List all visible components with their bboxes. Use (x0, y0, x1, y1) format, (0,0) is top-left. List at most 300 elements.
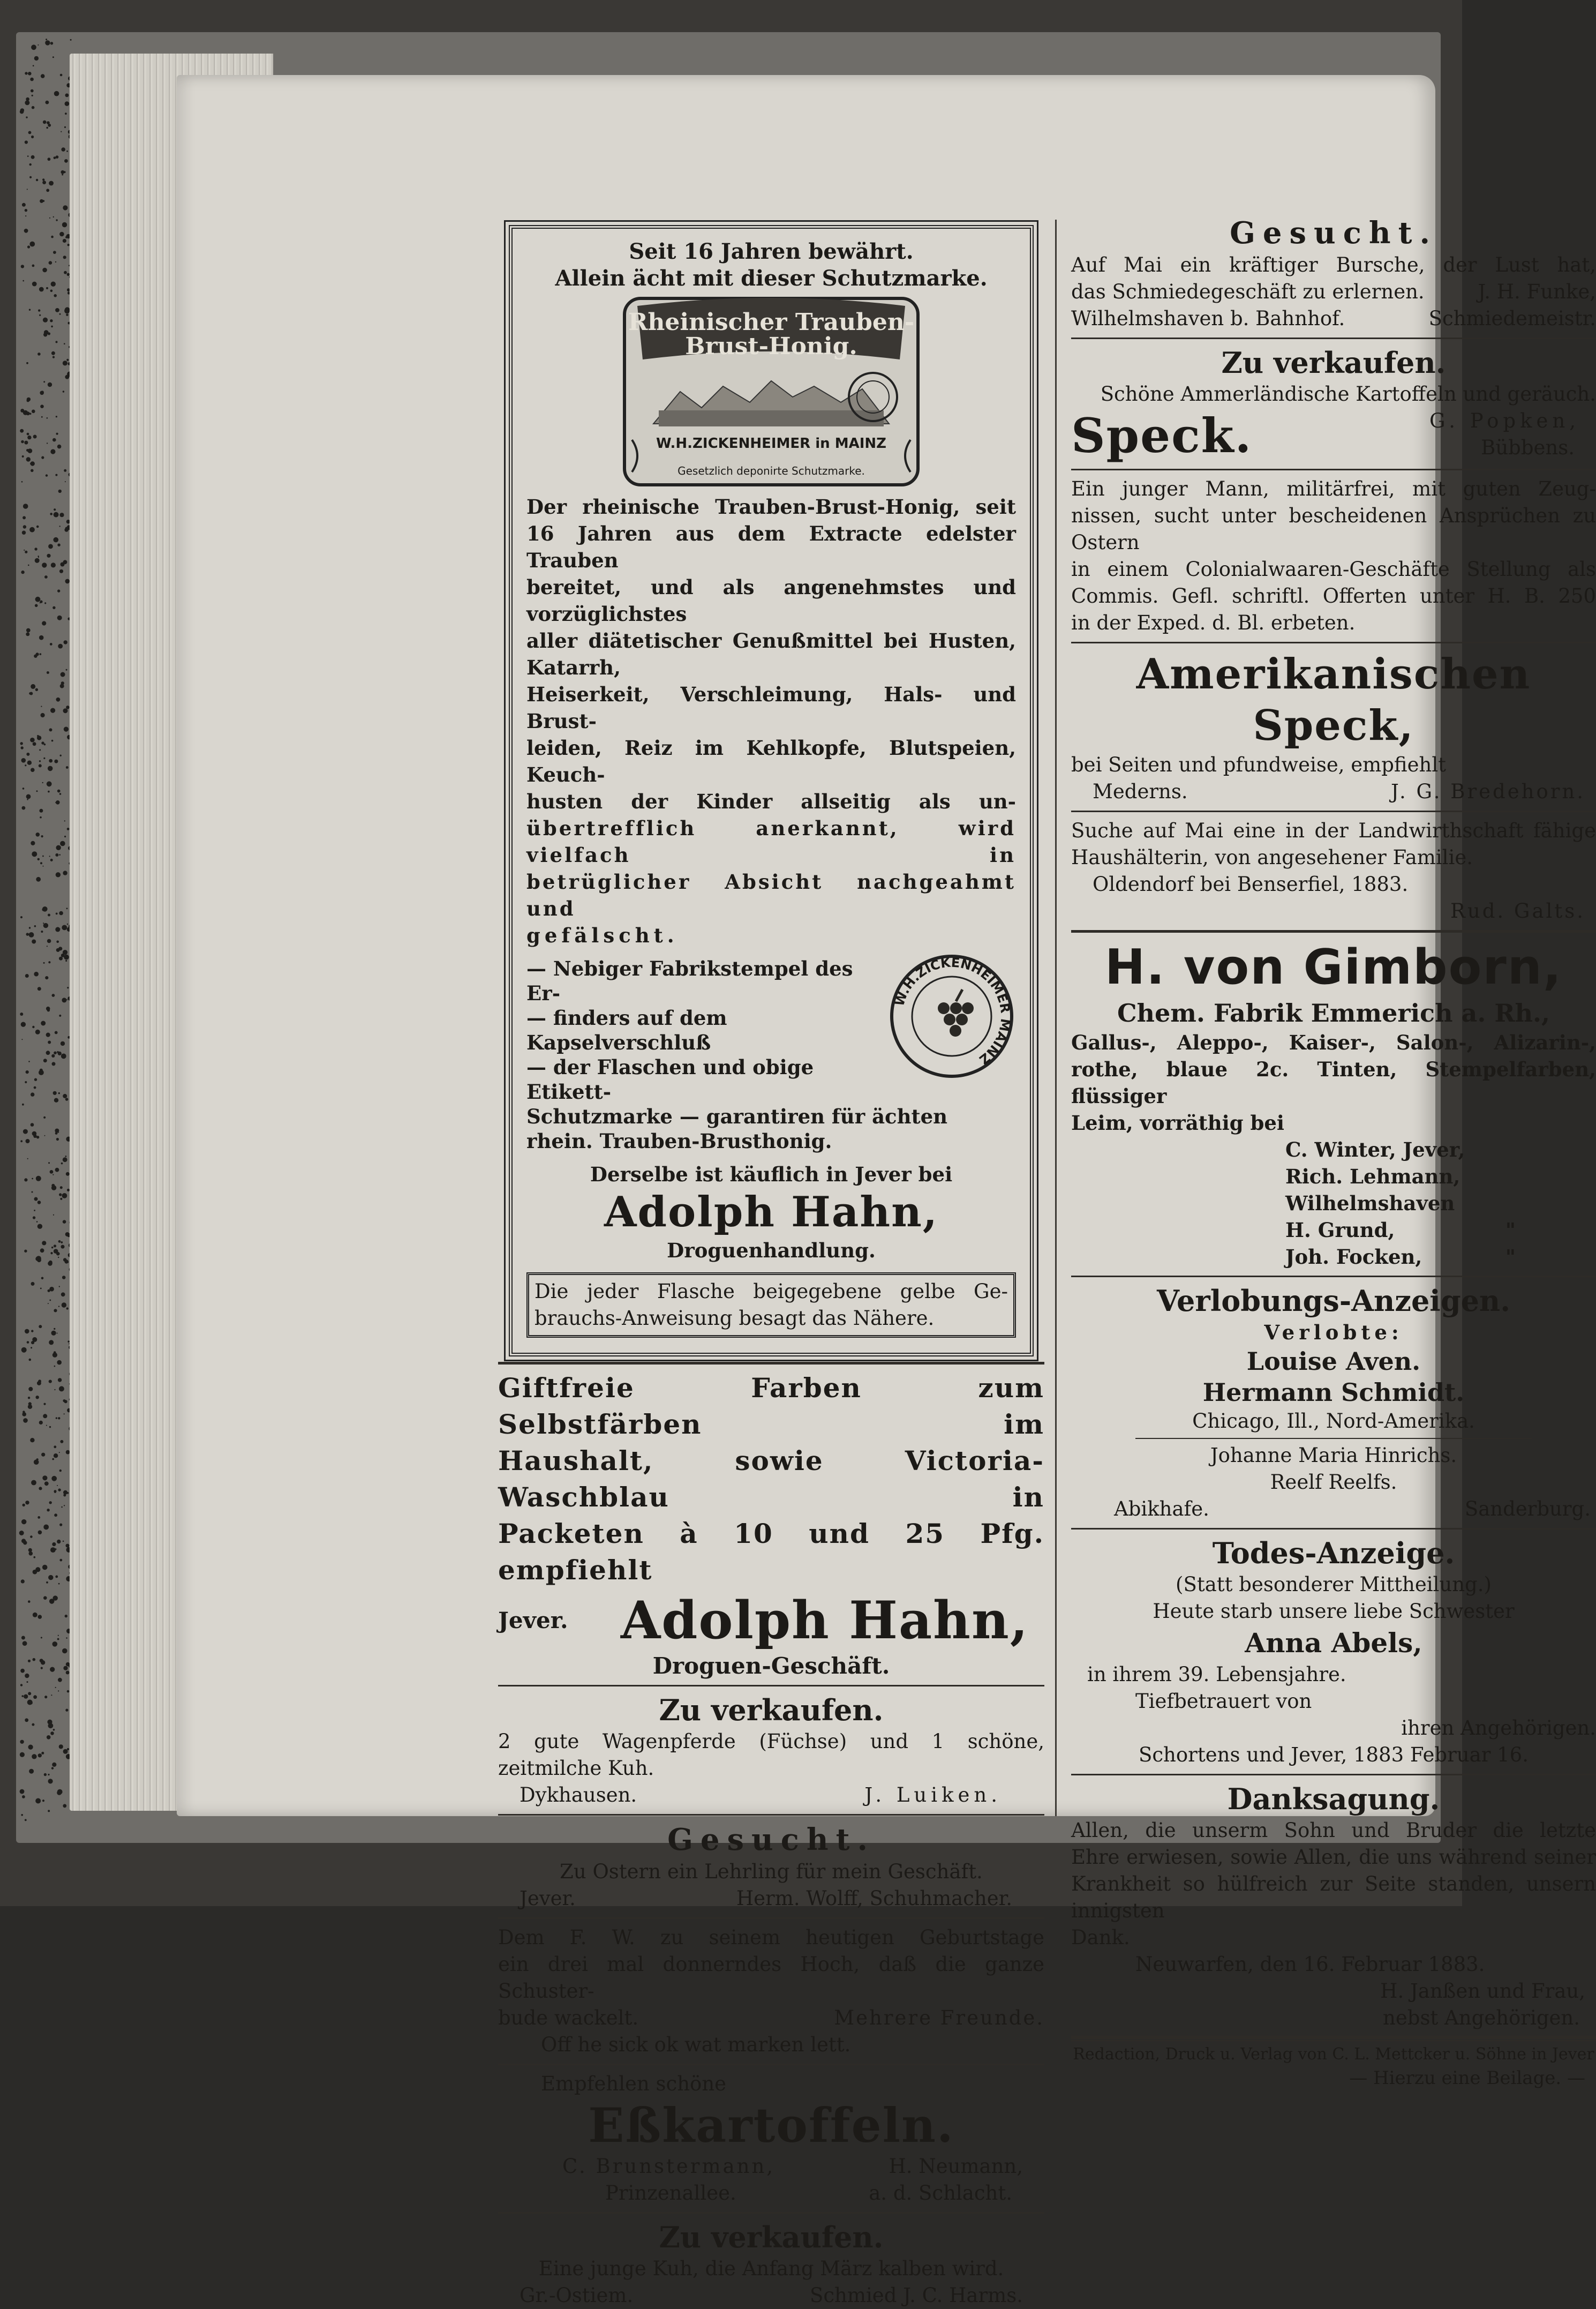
ad-speck-kartoffeln (1071, 344, 1596, 463)
verkaufen1-name: J. Luiken. (864, 1783, 1002, 1806)
cover-speck (62, 1302, 66, 1307)
footer-imprint (1071, 2043, 1596, 2090)
cover-speck (46, 1033, 50, 1037)
cover-speck (34, 1086, 36, 1089)
cover-speck (57, 1638, 59, 1640)
haushaelterin-line-3: Oldendorf bei Benserfiel, 1883. (1093, 873, 1409, 896)
cover-speck (39, 760, 41, 762)
cover-speck (25, 974, 29, 978)
kartoffeln-title: Eßkartoffeln. (588, 2097, 954, 2153)
cover-speck (25, 1501, 29, 1504)
cover-speck (28, 1692, 31, 1695)
cover-speck (42, 268, 47, 273)
todes-line-2: in ihrem 39. Lebensjahre. (1087, 1663, 1346, 1686)
cover-speck (65, 1615, 67, 1617)
cover-speck (31, 89, 34, 93)
cover-speck (63, 1804, 66, 1808)
cover-speck (29, 1551, 33, 1556)
cover-speck (60, 74, 63, 77)
cover-speck (54, 1366, 56, 1367)
cover-speck (54, 1389, 55, 1390)
rule (498, 1362, 1044, 1365)
cover-speck (56, 800, 60, 805)
cover-speck (35, 1030, 40, 1034)
cover-speck (26, 457, 31, 461)
farben-line-1: Giftfreie Farben zum Selbstfärben im (498, 1372, 1044, 1440)
cover-speck (52, 1458, 54, 1460)
cover-speck (42, 1800, 44, 1802)
gesucht-right-line-3a: Wilhelmshaven b. Bahnhof. (1071, 307, 1345, 330)
cover-speck (61, 147, 65, 152)
cover-speck (48, 544, 53, 549)
cover-speck (59, 513, 64, 517)
cover-speck (27, 399, 29, 402)
rule (1071, 338, 1596, 339)
cover-speck (58, 1678, 62, 1682)
cover-speck (66, 359, 69, 361)
cover-speck (32, 1026, 34, 1028)
stamp-line-4: Schutzmarke — garantiren für ächten (526, 1105, 948, 1128)
cover-speck (53, 1729, 55, 1731)
honey-body-7: husten der Kinder allseitig als un- (526, 790, 1016, 813)
cover-speck (61, 1041, 65, 1046)
cover-speck (56, 941, 59, 943)
amspeck-place: Mederns. (1093, 780, 1188, 803)
rule (498, 1685, 1044, 1686)
ad-zu-verkaufen-pferde (498, 1692, 1044, 1809)
cover-speck (35, 1567, 40, 1572)
cover-speck (70, 39, 72, 41)
cover-speck (46, 287, 48, 289)
cover-speck (67, 924, 68, 925)
footer-line-1: Redaction, Druck u. Verlag von C. L. Mettcker u. Söhne in Jever (1073, 2045, 1594, 2064)
cover-speck (47, 443, 48, 444)
cover-speck (54, 1328, 55, 1330)
cover-speck (58, 1690, 59, 1691)
verkaufen1-line-1: 2 gute Wagenpferde (Füchse) und 1 schöne, (498, 1730, 1044, 1753)
seal-svg (887, 952, 1016, 1081)
gimborn-dealer-3-ditto: " (1505, 1218, 1516, 1242)
cover-speck (64, 469, 66, 472)
cover-speck (43, 1525, 49, 1530)
gimborn-dealer-2: Rich. Lehmann, Wilhelmshaven (1285, 1165, 1461, 1215)
verkaufen2-title: Zu verkaufen. (659, 2220, 884, 2254)
cover-speck (58, 1052, 62, 1055)
gesucht-left-title: Gesucht. (667, 1822, 875, 1857)
cover-speck (59, 793, 62, 795)
cover-speck (47, 1720, 52, 1725)
cover-speck (62, 1648, 67, 1654)
cover-speck (20, 1789, 25, 1794)
cover-speck (48, 1261, 52, 1266)
cover-speck (38, 1380, 41, 1383)
speck-big-word: Speck. (1071, 408, 1253, 463)
cover-speck (31, 1480, 36, 1486)
cover-speck (27, 761, 32, 765)
cover-speck (31, 1092, 34, 1096)
todes-line-3: Tiefbetrauert von (1135, 1690, 1312, 1713)
cover-speck (31, 684, 35, 689)
cover-speck (50, 513, 52, 515)
cover-speck (37, 353, 41, 356)
cover-speck (29, 242, 35, 247)
cover-speck (59, 1015, 61, 1017)
cover-speck (62, 925, 67, 931)
farben-seller-sub: Droguen-Geschäft. (652, 1653, 890, 1679)
geburtstag-line-3b: Mehrere Freunde. (834, 2006, 1044, 2029)
cover-speck (64, 836, 66, 837)
cover-speck (20, 1752, 25, 1757)
gimborn-dealer-4: Joh. Focken, (1285, 1245, 1422, 1269)
cover-speck (21, 746, 24, 749)
cover-speck (59, 1193, 62, 1196)
cover-speck (46, 39, 47, 40)
cover-speck (28, 1660, 31, 1662)
speck-place: Bübbens. (1481, 436, 1575, 459)
cover-speck (21, 1347, 27, 1353)
cover-speck (58, 1583, 60, 1585)
cover-speck (31, 155, 35, 159)
cover-speck (59, 569, 63, 573)
cover-speck (25, 72, 27, 74)
cover-speck (35, 688, 38, 691)
seal-text: W.H.ZICKENHEIMER MAINZ (891, 955, 1013, 1068)
cover-speck (33, 1695, 37, 1699)
cover-speck (31, 1282, 35, 1286)
cover-speck (26, 362, 28, 364)
cover-speck (41, 706, 42, 707)
cover-speck (66, 1671, 70, 1675)
cover-speck (49, 261, 52, 265)
cover-speck (52, 1062, 56, 1066)
kartoffeln-name-2: H. Neumann, (889, 2155, 1023, 2178)
cover-speck (48, 1774, 49, 1775)
cover-speck (26, 933, 29, 936)
cover-speck (57, 1333, 58, 1334)
cover-speck (21, 1539, 26, 1543)
cover-speck (27, 1681, 28, 1683)
cover-speck (56, 913, 58, 915)
cover-speck (45, 976, 48, 979)
cover-speck (34, 1078, 37, 1081)
cover-speck (51, 1767, 54, 1769)
cover-speck (43, 923, 48, 928)
cover-speck (48, 1575, 53, 1580)
cover-speck (32, 851, 37, 857)
cover-speck (29, 1769, 34, 1774)
honey-label-title-2: Brust-Honig. (685, 333, 857, 360)
cover-speck (31, 1347, 32, 1348)
cover-speck (58, 1378, 62, 1382)
cover-speck (59, 1286, 60, 1287)
rule (1135, 1438, 1532, 1439)
cover-speck (43, 318, 48, 323)
cover-speck (51, 1476, 57, 1481)
cover-speck (65, 101, 70, 106)
cover-speck (56, 219, 57, 221)
cover-speck (39, 287, 44, 292)
cover-speck (66, 706, 69, 709)
cover-speck (20, 108, 24, 112)
farben-line-2: Haushalt, sowie Victoria-Waschblau in (498, 1445, 1044, 1513)
cover-speck (47, 671, 49, 674)
cover-speck (27, 189, 28, 190)
cover-speck (28, 131, 32, 134)
cover-speck (37, 44, 39, 46)
cover-speck (41, 835, 43, 837)
cover-speck (47, 121, 50, 124)
cover-speck (40, 1288, 42, 1290)
cover-speck (42, 178, 44, 181)
gimborn-sub: Chem. Fabrik Emmerich a. Rh., (1117, 999, 1550, 1028)
gesucht-right-title: Gesucht. (1230, 215, 1437, 251)
ad-todes-anzeige (1071, 1535, 1596, 1768)
cover-speck (52, 56, 54, 58)
ad-amerikanischen-speck (1071, 649, 1596, 805)
cover-speck (29, 527, 35, 533)
cover-speck (51, 1247, 54, 1249)
cover-speck (24, 550, 25, 551)
honey-body-4: aller diätetischer Genußmittel bei Husten, Katarrh, (526, 629, 1016, 679)
cover-speck (67, 1492, 69, 1494)
cover-speck (25, 215, 26, 216)
cover-speck (33, 1658, 36, 1661)
verlobung-name-2: Hermann Schmidt. (1202, 1378, 1465, 1407)
cover-speck (58, 490, 62, 493)
geburtstag-line-1: Dem F. W. zu seinem heutigen Geburtstage (498, 1926, 1044, 1949)
cover-speck (66, 314, 68, 316)
cover-speck (27, 1158, 28, 1159)
verlobung-name-4: Reelf Reelfs. (1270, 1471, 1397, 1494)
cover-speck (56, 341, 58, 343)
cover-speck (31, 768, 35, 772)
speck-name: G. Popken, (1429, 409, 1580, 432)
cover-speck (64, 1505, 65, 1506)
cover-speck (58, 1635, 59, 1636)
kartoffeln-addr-2: a. d. Schlacht. (869, 2181, 1012, 2205)
farben-place: Jever. (498, 1607, 568, 1633)
cover-speck (51, 282, 56, 287)
cover-speck (24, 229, 28, 233)
cover-speck (24, 1250, 27, 1253)
cover-speck (43, 121, 47, 124)
cover-speck (23, 1418, 28, 1423)
usage-note-box (526, 1272, 1016, 1338)
cover-speck (32, 1337, 37, 1342)
cover-speck (44, 330, 49, 335)
cover-speck (25, 140, 28, 144)
cover-speck (20, 1013, 23, 1016)
cover-speck (39, 1487, 42, 1490)
cover-speck (21, 1039, 22, 1040)
cover-speck (21, 1519, 26, 1524)
cover-speck (34, 1210, 35, 1211)
cover-speck (27, 436, 31, 439)
cover-speck (21, 1579, 25, 1583)
cover-speck (63, 361, 67, 365)
cover-speck (40, 404, 44, 408)
cover-speck (48, 158, 51, 161)
cover-speck (63, 1749, 68, 1754)
todes-line-4: ihren Angehörigen. (1401, 1716, 1596, 1740)
cover-speck (50, 1252, 52, 1254)
cover-speck (52, 1174, 54, 1175)
verkaufen1-line-2: zeitmilche Kuh. (498, 1757, 654, 1780)
cover-speck (33, 742, 36, 746)
cover-speck (51, 236, 54, 238)
cover-speck (63, 1490, 67, 1495)
cover-speck (29, 163, 32, 166)
cover-speck (22, 1795, 25, 1798)
cover-speck (59, 232, 64, 237)
verlobung-place: Chicago, Ill., Nord-Amerika. (1192, 1410, 1475, 1433)
cover-speck (63, 1157, 67, 1162)
cover-speck (58, 1092, 60, 1094)
cover-speck (54, 1245, 56, 1247)
cover-speck (64, 1260, 68, 1263)
cover-speck (37, 1224, 42, 1229)
cover-speck (47, 1735, 51, 1740)
cover-speck (64, 308, 70, 313)
cover-speck (50, 859, 53, 861)
stamp-line-3: — der Flaschen und obige Etikett- (526, 1055, 814, 1104)
cover-speck (38, 557, 39, 558)
cover-speck (59, 911, 63, 916)
cover-speck (23, 410, 28, 415)
cover-speck (61, 672, 65, 677)
cover-speck (49, 759, 52, 763)
cover-speck (62, 222, 67, 227)
cover-speck (43, 381, 45, 383)
dank-line-2: Ehre erwiesen, sowie Allen, die uns während seiner (1071, 1846, 1596, 1869)
honey-label-title-1: Rheinischer Trauben- (628, 309, 915, 336)
cover-speck (57, 1789, 63, 1795)
cover-speck (65, 481, 66, 482)
cover-speck (55, 1687, 56, 1688)
cover-speck (36, 833, 40, 837)
cover-speck (26, 449, 29, 452)
cover-speck (47, 939, 51, 943)
geburtstag-line-3a: bude wackelt. (498, 2006, 639, 2029)
cover-speck (34, 548, 37, 550)
cover-speck (63, 1494, 66, 1497)
cover-speck (36, 1176, 41, 1181)
honey-body-8: übertrefflich anerkannt, wird vielfach in (526, 816, 1016, 867)
cover-speck (64, 727, 69, 732)
cover-speck (37, 1201, 41, 1204)
cover-speck (39, 635, 44, 640)
cover-speck (49, 181, 54, 186)
cover-speck (35, 558, 40, 563)
cover-speck (31, 44, 36, 50)
cover-speck (51, 1054, 55, 1058)
cover-speck (48, 1779, 53, 1783)
cover-speck (41, 1277, 44, 1280)
ad-verlobung (1071, 1283, 1596, 1523)
cover-speck (54, 1513, 57, 1517)
cover-speck (65, 1156, 67, 1157)
cover-speck (66, 766, 69, 769)
cover-speck (66, 669, 67, 671)
cover-speck (64, 640, 67, 644)
cover-speck (39, 1421, 43, 1425)
cover-speck (31, 1123, 34, 1127)
cover-speck (51, 740, 54, 742)
cover-speck (61, 681, 64, 685)
cover-speck (57, 790, 61, 793)
cover-speck (54, 91, 59, 96)
gesucht-left-line-1: Zu Ostern ein Lehrling für mein Geschäft. (560, 1860, 983, 1883)
cover-speck (36, 1396, 39, 1399)
gimborn-dealer-3: H. Grund, (1285, 1218, 1395, 1242)
amspeck-title: Amerikanischen Speck, (1136, 650, 1531, 750)
speck-title: Zu verkaufen. (1221, 346, 1446, 380)
cover-speck (53, 1215, 54, 1216)
cover-speck (41, 74, 45, 78)
cover-speck (24, 1178, 27, 1181)
cover-speck (43, 1596, 47, 1600)
cover-speck (27, 155, 29, 157)
cover-speck (56, 698, 61, 702)
verlobung-place-1: Abikhafe. (1114, 1497, 1209, 1520)
cover-speck (40, 816, 42, 819)
cover-speck (56, 872, 61, 877)
cover-speck (66, 151, 68, 152)
cover-speck (29, 309, 31, 311)
cover-speck (34, 1556, 36, 1558)
verkaufen2-place: Gr.-Ostiem. (520, 2284, 634, 2307)
cover-speck (54, 156, 56, 159)
rule (498, 1917, 1044, 1919)
ad-trauben-brust-honig (509, 225, 1034, 1356)
cover-speck (36, 790, 38, 792)
stamp-line-2: — finders auf dem Kapselverschluß (526, 1006, 727, 1054)
cover-speck (34, 1459, 39, 1465)
cover-speck (63, 871, 67, 875)
cover-speck (49, 1300, 51, 1301)
honey-label-note: Gesetzlich deponirte Schutzmarke. (677, 464, 865, 477)
cover-speck (25, 1819, 27, 1821)
ad-haushaelterin (1071, 818, 1596, 925)
honey-body-3: bereitet, und als angenehmstes und vorzüglichstes (526, 575, 1016, 626)
footer-line-2: — Hierzu eine Beilage. — (1349, 2067, 1585, 2089)
cover-speck (65, 113, 67, 115)
cover-speck (54, 537, 59, 543)
cover-speck (34, 56, 39, 61)
cover-speck (41, 416, 43, 418)
honey-body-6: leiden, Reiz im Kehlkopfe, Blutspeien, Keuch- (526, 736, 1016, 786)
cover-speck (46, 189, 49, 192)
cover-speck (65, 375, 69, 379)
cover-speck (50, 1731, 54, 1735)
cover-speck (46, 1007, 50, 1011)
cover-speck (54, 1052, 57, 1055)
cover-speck (38, 1753, 42, 1757)
cover-speck (65, 1232, 70, 1236)
cover-speck (56, 1138, 59, 1141)
cover-speck (32, 95, 33, 96)
mann-line-2: nissen, sucht unter bescheidenen Ansprüchen zu Ostern (1071, 504, 1596, 554)
cover-speck (58, 1257, 59, 1258)
cover-speck (43, 962, 45, 964)
cover-speck (63, 239, 66, 243)
cover-speck (24, 441, 28, 445)
ad-junger-mann (1071, 476, 1596, 636)
honey-label-svg (621, 295, 921, 488)
cover-speck (59, 313, 61, 315)
cover-speck (49, 728, 52, 731)
cover-speck (61, 1506, 63, 1508)
